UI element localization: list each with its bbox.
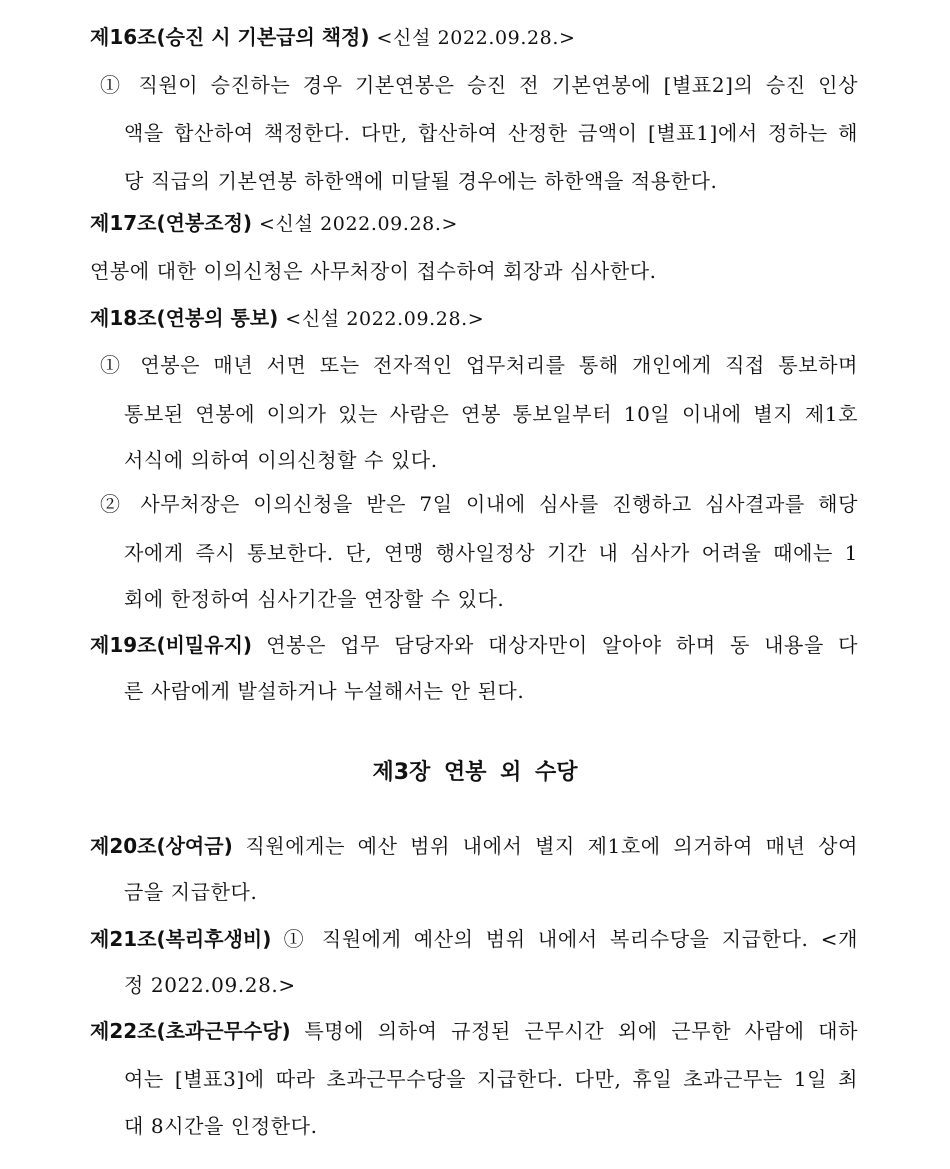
article-18-paragraph-1-line-3: 서식에 의하여 이의신청할 수 있다. (124, 448, 438, 472)
article-21-body-line-2: 정 2022.09.28.> (124, 973, 296, 997)
article-19-heading: 제19조(비밀유지) (90, 633, 253, 657)
article-16-paragraph-1-line-1: ① 직원이 승진하는 경우 기본연봉은 승진 전 기본연봉에 [별표2]의 승진 인상 (100, 73, 858, 97)
article-18-paragraph-2-line-1: ② 사무처장은 이의신청을 받은 7일 이내에 심사를 진행하고 심사결과를 해당 (100, 492, 858, 516)
article-17-heading: 제17조(연봉조정) (90, 211, 253, 235)
article-18-paragraph-2-line-3: 회에 한정하여 심사기간을 연장할 수 있다. (124, 587, 505, 611)
article-19-line-1 (90, 632, 858, 658)
article-20-body-line-2: 금을 지급한다. (124, 880, 258, 904)
article-22-body-line-2: 여는 [별표3]에 따라 초과근무수당을 지급한다. 다만, 휴일 초과근무는 1일 최 (124, 1067, 858, 1091)
article-21-heading: 제21조(복리후생비) (90, 927, 272, 951)
article-20-heading: 제20조(상여금) (90, 834, 233, 858)
article-18-heading: 제18조(연봉의 통보) (90, 306, 279, 330)
article-22-body-line-3: 대 8시간을 인정한다. (124, 1114, 318, 1138)
article-18-paragraph-1-line-1: ① 연봉은 매년 서면 또는 전자적인 업무처리를 통해 개인에게 직접 통보하며 (100, 353, 858, 377)
article-18-heading-line (90, 305, 484, 332)
article-20-body-line-1: 직원에게는 예산 범위 내에서 별지 제1호에 의거하여 매년 상여 (245, 834, 858, 858)
article-22-heading: 제22조(초과근무수당) (90, 1019, 291, 1043)
article-16-heading: 제16조(승진 시 기본급의 책정) (90, 25, 370, 49)
article-16-paragraph-1-line-3: 당 직급의 기본연봉 하한액에 미달될 경우에는 하한액을 적용한다. (124, 169, 718, 193)
article-22-body-line-1: 특명에 의하여 규정된 근무시간 외에 근무한 사람에 대하 (304, 1019, 858, 1043)
chapter-3-title: 제3장 연봉 외 수당 (372, 760, 578, 785)
article-18-paragraph-1-line-2: 통보된 연봉에 이의가 있는 사람은 연봉 통보일부터 10일 이내에 별지 제1호 (124, 402, 858, 426)
article-19-body-line-2: 른 사람에게 발설하거나 누설해서는 안 된다. (124, 679, 525, 703)
article-17-heading-line (90, 210, 458, 237)
article-21-body-line-1: ① 직원에게 예산의 범위 내에서 복리수당을 지급한다. <개 (283, 927, 858, 951)
article-18-paragraph-2-line-2: 자에게 즉시 통보한다. 단, 연맹 행사일정상 기간 내 심사가 어려울 때에는 1 (124, 541, 858, 565)
article-16-amendment-note: <신설 2022.09.28.> (376, 27, 576, 49)
article-20-line-1 (90, 833, 858, 859)
article-19-body-line-1: 연봉은 업무 담당자와 대상자만이 알아야 하며 동 내용을 다 (266, 633, 858, 657)
article-22-line-1 (90, 1018, 858, 1044)
article-17-amendment-note: <신설 2022.09.28.> (259, 213, 459, 235)
article-16-paragraph-1-line-2: 액을 합산하여 책정한다. 다만, 합산하여 산정한 금액이 [별표1]에서 정하는 해 (124, 121, 858, 145)
article-16-heading-line (90, 24, 576, 51)
article-17-body-line-1: 연봉에 대한 이의신청은 사무처장이 접수하여 회장과 심사한다. (90, 259, 657, 283)
article-21-line-1 (90, 926, 858, 952)
article-18-amendment-note: <신설 2022.09.28.> (285, 308, 485, 330)
